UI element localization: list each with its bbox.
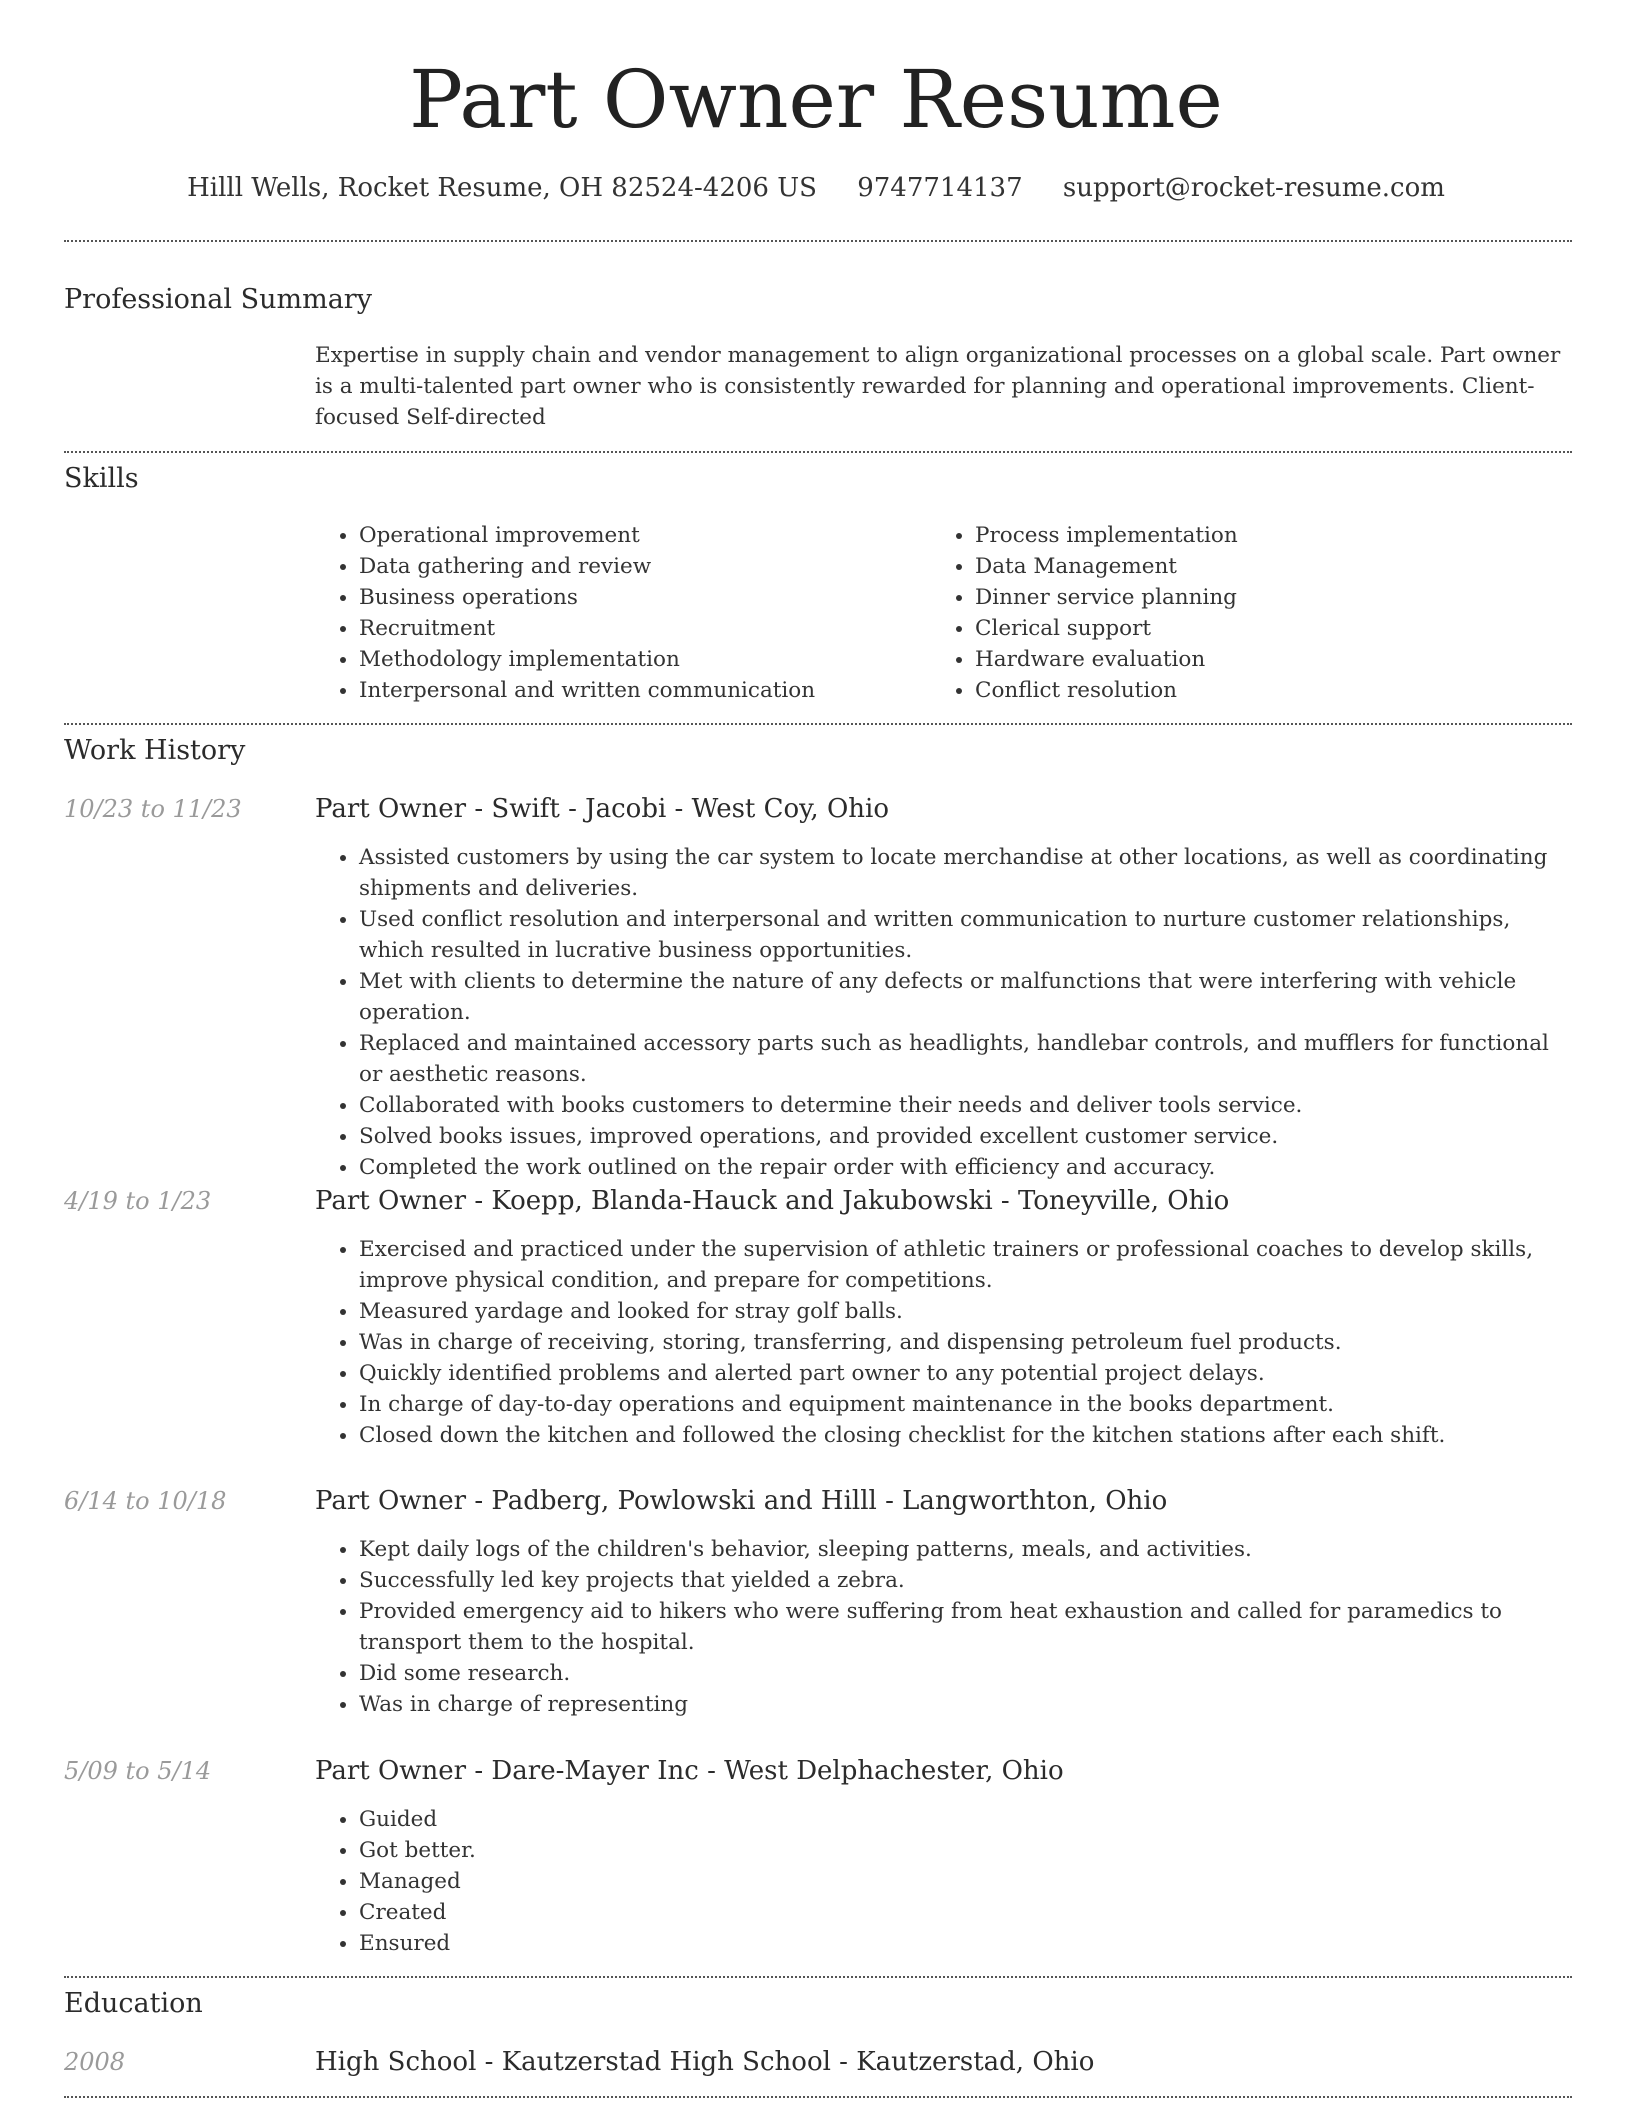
job-bullet: • Ensured (359, 1928, 1565, 1959)
skill-item: • Data gathering and review (359, 551, 915, 582)
job-bullets (315, 1534, 1565, 1720)
job-bullet: • Provided emergency aid to hikers who were suffering from heat exhaustion and called for paramedics to transport them to the hospital. (359, 1596, 1565, 1658)
job-bullet: • Assisted customers by using the car system to locate merchandise at other locations, as well as coordinating shipments and deliveries. (359, 842, 1565, 904)
job-bullet: • Solved books issues, improved operations, and provided excellent customer service. (359, 1121, 1565, 1152)
skills-heading: Skills (64, 463, 139, 494)
job-bullet: • Created (359, 1897, 1565, 1928)
summary-text: Expertise in supply chain and vendor management to align organizational processes on a global scale. Part owner is a multi-talented part owner who is consistently rewarded for planning and operational improvements. Client-focused Self-directed (315, 343, 1561, 430)
skill-item: • Recruitment (359, 613, 915, 644)
job-bullet: • Was in charge of representing (359, 1689, 1565, 1720)
job-bullet: • Completed the work outlined on the repair order with efficiency and accuracy. (359, 1152, 1565, 1183)
skill-item: • Methodology implementation (359, 644, 915, 675)
job-title: Part Owner - Padberg, Powlowski and Hilll - Langworthton, Ohio (315, 1486, 1168, 1516)
job-bullet: • Managed (359, 1866, 1565, 1897)
job-title: Part Owner - Koepp, Blanda-Hauck and Jakubowski - Toneyville, Ohio (315, 1186, 1230, 1216)
education-year: 2008 (64, 2048, 126, 2076)
job-bullets (315, 842, 1565, 1183)
job-bullet: • Closed down the kitchen and followed the closing checklist for the kitchen stations after each shift. (359, 1420, 1565, 1451)
job-bullet: • Exercised and practiced under the supervision of athletic trainers or professional coaches to develop skills, improve physical condition, and prepare for competitions. (359, 1234, 1565, 1296)
contact-email: support@rocket-resume.com (1062, 173, 1445, 203)
job-dates: 10/23 to 11/23 (64, 795, 242, 823)
job-bullet: • Used conflict resolution and interpersonal and written communication to nurture customer relationships, which resulted in lucrative business opportunities. (359, 904, 1565, 966)
skill-item: • Data Management (975, 551, 1531, 582)
education-entry: High School - Kautzerstad High School - Kautzerstad, Ohio (315, 2047, 1095, 2077)
job-bullet: • Did some research. (359, 1658, 1565, 1689)
job-title: Part Owner - Swift - Jacobi - West Coy, Ohio (315, 794, 889, 824)
skill-item: • Dinner service planning (975, 582, 1531, 613)
skill-item: • Clerical support (975, 613, 1531, 644)
job-dates: 5/09 to 5/14 (64, 1757, 212, 1785)
divider (64, 240, 1572, 242)
job-title: Part Owner - Dare-Mayer Inc - West Delphachester, Ohio (315, 1756, 1064, 1786)
summary-heading: Professional Summary (64, 284, 372, 315)
skill-item: • Hardware evaluation (975, 644, 1531, 675)
skill-item: • Process implementation (975, 520, 1531, 551)
contact-line (0, 170, 1632, 206)
job-bullet: • Collaborated with books customers to determine their needs and deliver tools service. (359, 1090, 1565, 1121)
education-heading: Education (64, 1988, 203, 2019)
contact-phone: 9747714137 (857, 173, 1023, 203)
job-bullet: • In charge of day-to-day operations and equipment maintenance in the books department. (359, 1389, 1565, 1420)
job-bullet: • Kept daily logs of the children's behavior, sleeping patterns, meals, and activities. (359, 1534, 1565, 1565)
job-bullets (315, 1804, 1565, 1959)
job-bullet: • Replaced and maintained accessory parts such as headlights, handlebar controls, and mufflers for functional or aesthetic reasons. (359, 1028, 1565, 1090)
job-bullet: • Got better. (359, 1835, 1565, 1866)
skills-list-left (315, 520, 915, 706)
job-bullet: • Guided (359, 1804, 1565, 1835)
job-bullet: • Quickly identified problems and alerted part owner to any potential project delays. (359, 1358, 1565, 1389)
divider (64, 2096, 1572, 2098)
page-title: Part Owner Resume (409, 53, 1223, 146)
work-heading: Work History (64, 735, 246, 766)
job-bullet: • Successfully led key projects that yielded a zebra. (359, 1565, 1565, 1596)
skills-list-right (931, 520, 1531, 706)
job-dates: 6/14 to 10/18 (64, 1487, 227, 1515)
contact-address: Hilll Wells, Rocket Resume, OH 82524-4206 US (187, 173, 817, 203)
job-bullet: • Met with clients to determine the nature of any defects or malfunctions that were interfering with vehicle operation. (359, 966, 1565, 1028)
skill-item: • Interpersonal and written communication (359, 675, 915, 706)
divider (64, 1976, 1572, 1978)
divider (64, 451, 1572, 453)
skill-item: • Operational improvement (359, 520, 915, 551)
job-bullet: • Was in charge of receiving, storing, transferring, and dispensing petroleum fuel products. (359, 1327, 1565, 1358)
skill-item: • Business operations (359, 582, 915, 613)
divider (64, 723, 1572, 725)
job-bullets (315, 1234, 1565, 1451)
job-bullet: • Measured yardage and looked for stray golf balls. (359, 1296, 1565, 1327)
skill-item: • Conflict resolution (975, 675, 1531, 706)
job-dates: 4/19 to 1/23 (64, 1187, 212, 1215)
